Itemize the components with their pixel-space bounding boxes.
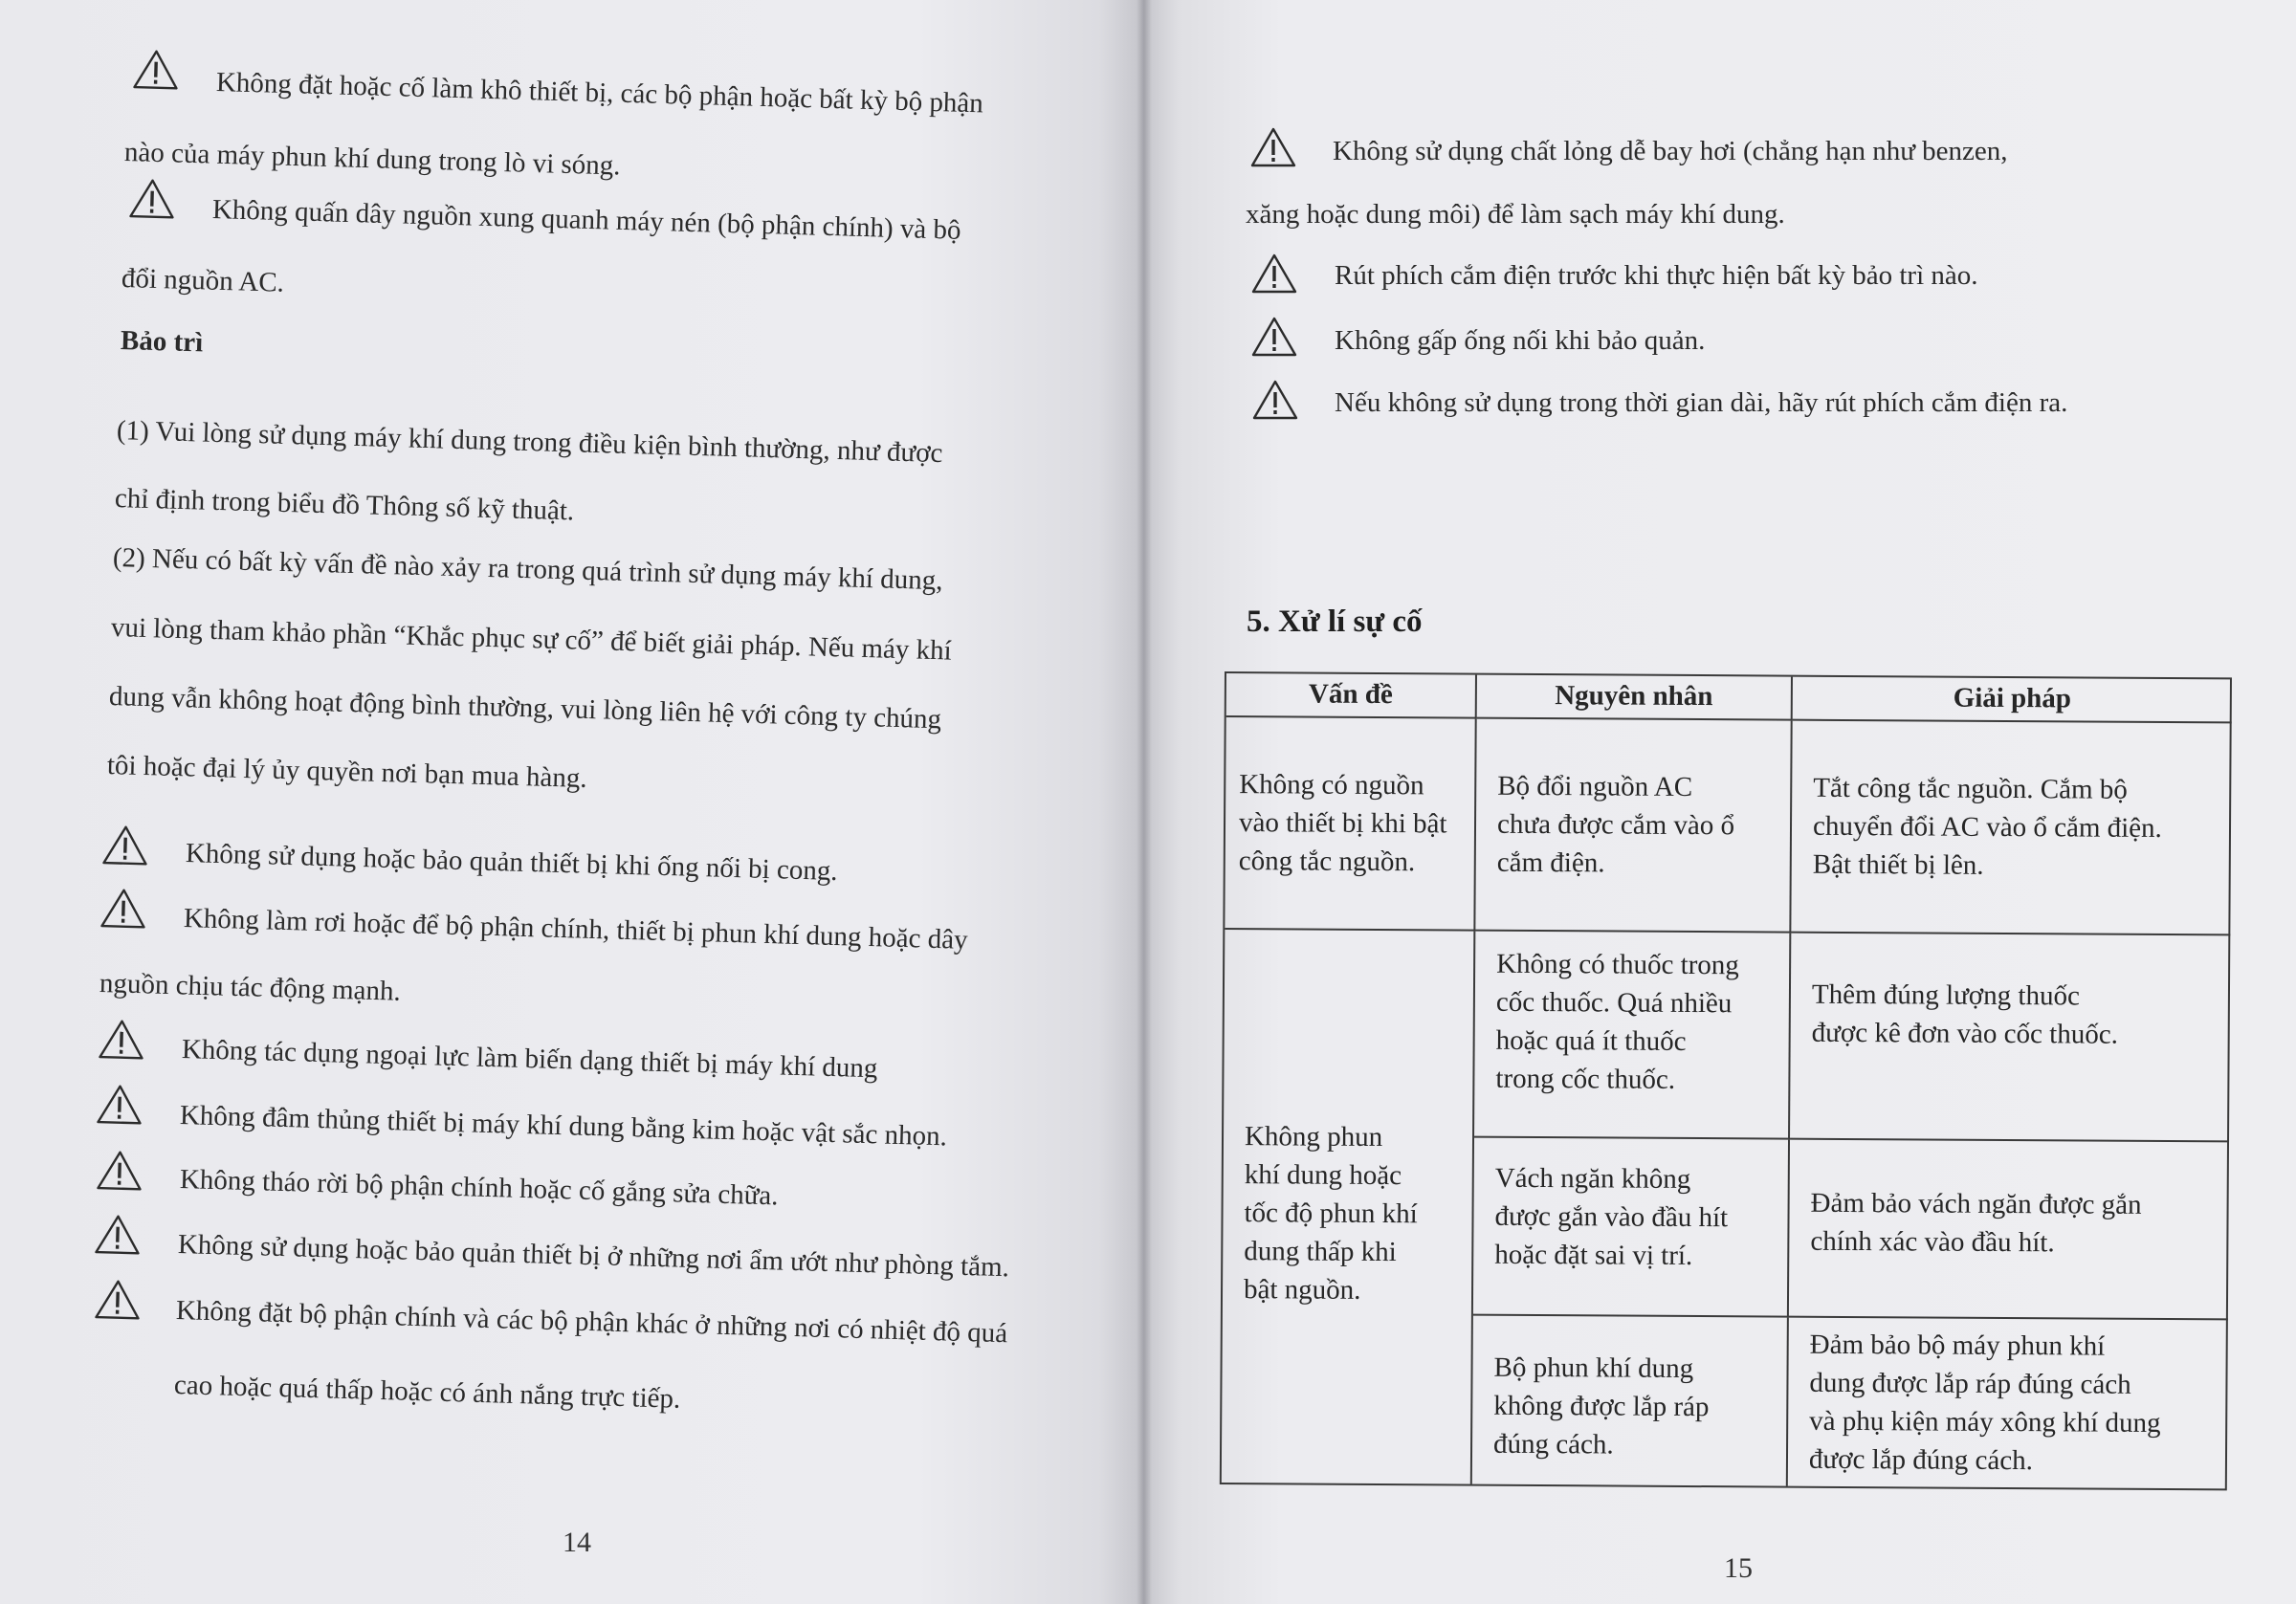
maintenance-p2-line2: vui lòng tham khảo phần “Khắc phục sự cố” để biết giải pháp. Nếu máy khí	[110, 612, 953, 667]
warning-triangle-icon	[95, 1149, 144, 1192]
maintenance-p2-line1: (2) Nếu có bất kỳ vấn đề nào xảy ra trong quá trình sử dụng máy khí dung,	[112, 542, 943, 597]
maintenance-p2-line4: tôi hoặc đại lý ủy quyền nơi bạn mua hàng.	[106, 750, 588, 795]
warning-unplug: Rút phích cắm điện trước khi thực hiện bất kỳ bảo trì nào.	[1335, 260, 1978, 291]
page-number-right: 15	[1724, 1552, 1753, 1584]
warning-microwave-line2: nào của máy phun khí dung trong lò vi sóng.	[123, 137, 621, 182]
warning-cord-line1: Không quấn dây nguồn xung quanh máy nén (bộ phận chính) và bộ	[211, 194, 962, 246]
table-row1-cause: Bộ đổi nguồn AC chưa được cắm vào ổ cắm điện.	[1475, 719, 1792, 934]
warning-triangle-icon	[1250, 253, 1298, 295]
warning-pierce: Không đâm thủng thiết bị máy khí dung bằng kim hoặc vật sắc nhọn.	[179, 1100, 948, 1153]
table-header-solution: Giải pháp	[1793, 677, 2232, 724]
warning-triangle-icon	[97, 1018, 145, 1061]
table-row2-problem: Không phun khí dung hoặc tốc độ phun khí dung thấp khi bật nguồn.	[1222, 930, 1476, 1484]
warning-triangle-icon	[127, 177, 176, 220]
table-row1-problem: Không có nguồn vào thiết bị khi bật công tắc nguồn.	[1225, 717, 1476, 932]
warning-triangle-icon	[99, 887, 147, 930]
warning-triangle-icon	[100, 824, 149, 867]
warning-triangle-icon	[1249, 126, 1297, 168]
maintenance-p1-line2: chỉ định trong biểu đồ Thông số kỹ thuật.	[114, 483, 575, 527]
maintenance-heading: Bảo trì	[120, 325, 204, 359]
warning-temperature-line2: cao hoặc quá thấp hoặc có ánh nắng trực tiếp.	[173, 1370, 681, 1415]
warning-long-term: Nếu không sử dụng trong thời gian dài, hãy rút phích cắm điện ra.	[1335, 387, 2068, 418]
warning-drop-line2: nguồn chịu tác động mạnh.	[99, 968, 402, 1007]
troubleshooting-table	[1220, 671, 2232, 1490]
warning-humid: Không sử dụng hoặc bảo quản thiết bị ở những nơi ẩm ướt như phòng tắm.	[177, 1229, 1010, 1284]
warning-triangle-icon	[131, 48, 180, 91]
warning-triangle-icon	[93, 1213, 142, 1256]
table-row2a-solution: Thêm đúng lượng thuốc được kê đơn vào cốc thuốc.	[1790, 934, 2230, 1143]
page-number-left: 14	[563, 1527, 591, 1558]
warning-microwave-line1: Không đặt hoặc cố làm khô thiết bị, các bộ phận hoặc bất kỳ bộ phận	[215, 67, 984, 120]
warning-triangle-icon	[1250, 316, 1298, 358]
warning-disassemble: Không tháo rời bộ phận chính hoặc cố gắng sửa chữa.	[179, 1164, 779, 1212]
maintenance-p1-line1: (1) Vui lòng sử dụng máy khí dung trong điều kiện bình thường, như được	[116, 415, 943, 470]
table-header-cause: Nguyên nhân	[1477, 675, 1793, 721]
warning-volatile-line2: xăng hoặc dung môi) để làm sạch máy khí dung.	[1246, 199, 1785, 230]
table-row2b-solution: Đảm bảo vách ngăn được gắn chính xác vào đầu hít.	[1789, 1140, 2229, 1321]
warning-external-force: Không tác dụng ngoại lực làm biến dạng thiết bị máy khí dung	[181, 1034, 878, 1085]
warning-temperature-line1: Không đặt bộ phận chính và các bộ phận khác ở những nơi có nhiệt độ quá	[175, 1295, 1008, 1350]
table-row1-solution: Tắt công tắc nguồn. Cắm bộ chuyển đổi AC vào ổ cắm điện. Bật thiết bị lên.	[1791, 721, 2231, 936]
warning-drop-line1: Không làm rơi hoặc để bộ phận chính, thiết bị phun khí dung hoặc dây	[183, 903, 969, 956]
left-page	[0, 0, 1144, 1604]
warning-triangle-icon	[93, 1278, 142, 1321]
table-row2a-cause: Không có thuốc trong cốc thuốc. Quá nhiều hoặc quá ít thuốc trong cốc thuốc.	[1474, 932, 1791, 1140]
maintenance-p2-line3: dung vẫn không hoạt động bình thường, vui lòng liên hệ với công ty chúng	[108, 681, 942, 736]
warning-triangle-icon	[1251, 379, 1299, 421]
table-row2c-solution: Đảm bảo bộ máy phun khí dung được lắp ráp đúng cách và phụ kiện máy xông khí dung được lắp đúng cách.	[1808, 1329, 2161, 1477]
warning-fold: Không gấp ống nối khi bảo quản.	[1335, 325, 1706, 356]
warning-cord-line2: đổi nguồn AC.	[121, 263, 285, 298]
page-gutter	[1137, 0, 1152, 1604]
warning-bent-tube: Không sử dụng hoặc bảo quản thiết bị khi ống nối bị cong.	[185, 838, 839, 888]
table-row2b-cause: Vách ngăn không được gắn vào đầu hít hoặc đặt sai vị trí.	[1473, 1138, 1790, 1318]
warning-triangle-icon	[95, 1083, 144, 1126]
table-row2c-cause: Bộ phun khí dung không được lắp ráp đúng cách.	[1472, 1316, 1789, 1486]
troubleshooting-heading: 5. Xử lí sự cố	[1247, 604, 1423, 639]
warning-volatile-line1: Không sử dụng chất lỏng dễ bay hơi (chẳng hạn như benzen,	[1333, 136, 2008, 166]
table-header-problem: Vấn đề	[1226, 673, 1477, 719]
